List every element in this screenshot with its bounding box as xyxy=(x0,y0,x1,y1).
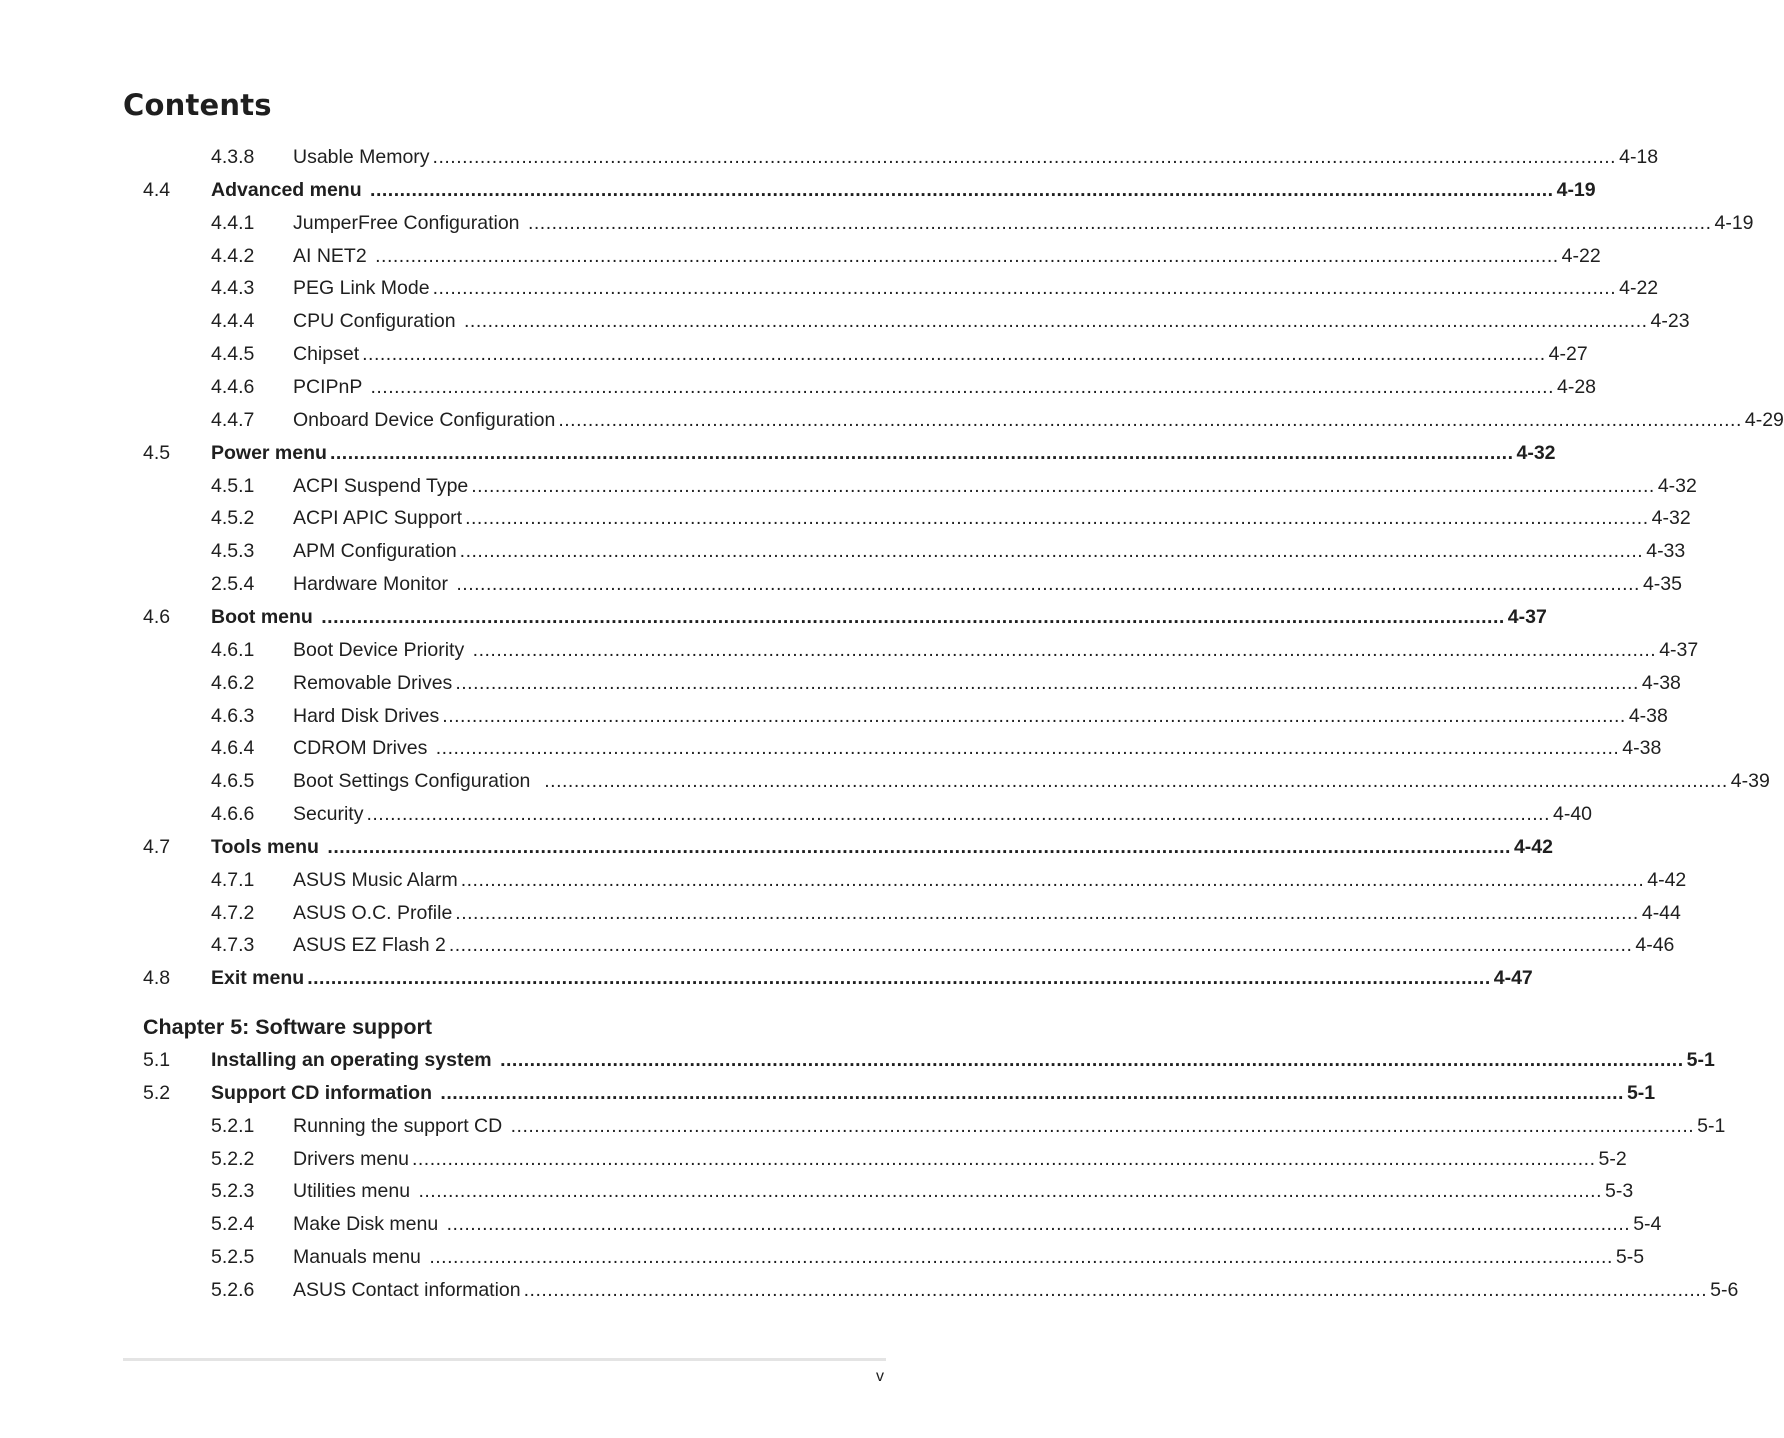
section-title: Advanced menu xyxy=(211,178,368,201)
page-ref: 4-18 xyxy=(1619,146,1659,168)
entry-text xyxy=(211,441,1556,464)
dot-leader: ........................................................................................................................................................................................................ xyxy=(370,178,1554,201)
page-ref: 5-4 xyxy=(1633,1213,1662,1236)
toc-entry[interactable] xyxy=(0,244,1601,278)
page-ref: 4-22 xyxy=(1619,277,1659,300)
dot-leader: ........................................................................................................................................................................................................ xyxy=(321,605,1505,628)
entry-text xyxy=(293,1147,1627,1170)
entry-text xyxy=(293,1180,1634,1203)
section-number: 4.7.1 xyxy=(211,868,255,891)
page-ref: 5-6 xyxy=(1710,1278,1739,1301)
section-number: 4.7.2 xyxy=(211,901,255,924)
page-ref: 4-47 xyxy=(1493,967,1533,990)
page-ref: 4-32 xyxy=(1651,507,1691,530)
toc-entry[interactable] xyxy=(0,671,1681,705)
entry-text xyxy=(293,310,1690,333)
page-ref: 4-37 xyxy=(1659,638,1699,661)
entry-text xyxy=(293,1114,1726,1137)
section-number: 4.5 xyxy=(143,441,171,464)
page-number: v xyxy=(876,1368,884,1385)
toc-entry[interactable] xyxy=(0,507,1691,540)
toc-entry[interactable] xyxy=(0,901,1681,935)
section-title: CPU Configuration xyxy=(293,310,461,333)
dot-leader: ........................................................................................................................................................................................................ xyxy=(448,934,1633,957)
dot-leader: ........................................................................................................................................................................................................ xyxy=(411,1147,1596,1170)
section-title: Boot Device Priority xyxy=(293,638,470,661)
toc-entry[interactable] xyxy=(0,638,1699,672)
section-number: 5.2.5 xyxy=(211,1246,255,1268)
toc-entry[interactable] xyxy=(0,737,1662,770)
page-ref: 4-42 xyxy=(1513,835,1553,858)
page-ref: 4-29 xyxy=(1744,408,1784,431)
entry-text xyxy=(293,277,1659,300)
section-title: ASUS O.C. Profile xyxy=(293,901,453,924)
section-number: 5.2.1 xyxy=(211,1114,255,1137)
toc-entry[interactable] xyxy=(0,803,1593,836)
page-ref: 4-23 xyxy=(1650,310,1690,333)
section-title: ACPI Suspend Type xyxy=(293,474,469,497)
page-ref: 4-32 xyxy=(1657,474,1697,497)
page-ref: 4-19 xyxy=(1556,178,1596,201)
dot-leader: ........................................................................................................................................................................................................ xyxy=(472,638,1657,661)
dot-leader: ........................................................................................................................................................................................................ xyxy=(500,1049,1684,1071)
entry-text xyxy=(293,573,1682,596)
entry-text xyxy=(293,638,1699,661)
section-title: Installing an operating system xyxy=(211,1049,498,1071)
page-ref: 4-38 xyxy=(1622,737,1662,760)
page-ref: 4-44 xyxy=(1641,901,1681,924)
section-number: 4.4.7 xyxy=(211,408,255,431)
entry-text xyxy=(211,835,1553,858)
section-title: Usable Memory xyxy=(293,146,430,168)
dot-leader: ........................................................................................................................................................................................................ xyxy=(440,1081,1624,1104)
section-number: 4.6.1 xyxy=(211,638,255,661)
dot-leader: ........................................................................................................................................................................................................ xyxy=(455,671,1639,694)
toc-entry[interactable] xyxy=(0,310,1690,343)
dot-leader: ........................................................................................................................................................................................................ xyxy=(435,737,1620,760)
page-ref: 4-33 xyxy=(1646,540,1686,563)
dot-leader: ........................................................................................................................................................................................................ xyxy=(465,507,1649,530)
entry-text xyxy=(211,1081,1656,1104)
toc-entry[interactable] xyxy=(0,441,1556,475)
toc-entry[interactable] xyxy=(0,1246,1645,1279)
dot-leader: ........................................................................................................................................................................................................ xyxy=(446,1213,1631,1236)
section-title: Removable Drives xyxy=(293,671,453,694)
page-ref: 5-1 xyxy=(1626,1081,1656,1104)
toc-entry[interactable] xyxy=(0,408,1784,442)
page-ref: 4-38 xyxy=(1628,704,1668,727)
section-number: 4.4.1 xyxy=(211,211,255,234)
page-ref: 4-22 xyxy=(1561,244,1601,267)
toc-entry[interactable] xyxy=(0,1114,1726,1148)
page-ref: 5-1 xyxy=(1697,1114,1726,1137)
toc-entry[interactable] xyxy=(0,704,1668,738)
toc-entry[interactable] xyxy=(0,1278,1739,1312)
dot-leader: ........................................................................................................................................................................................................ xyxy=(464,310,1648,333)
section-number: 4.6 xyxy=(143,605,171,628)
section-title: APM Configuration xyxy=(293,540,457,563)
section-title: Manuals menu xyxy=(293,1246,427,1268)
toc-entry[interactable] xyxy=(0,146,1659,179)
toc-entry[interactable] xyxy=(0,573,1682,606)
dot-leader: ........................................................................................................................................................................................................ xyxy=(455,901,1639,924)
section-number: 4.6.2 xyxy=(211,671,255,694)
section-title: Onboard Device Configuration xyxy=(293,408,556,431)
page-ref: 4-32 xyxy=(1516,441,1556,464)
section-title: ASUS Contact information xyxy=(293,1278,521,1301)
section-number: 4.3.8 xyxy=(211,146,255,168)
dot-leader: ........................................................................................................................................................................................................ xyxy=(460,868,1645,891)
section-title: Hardware Monitor xyxy=(293,573,454,596)
footer-divider xyxy=(123,1358,886,1361)
section-number: 4.4.2 xyxy=(211,244,255,267)
entry-text xyxy=(211,605,1547,628)
section-title: Support CD information xyxy=(211,1081,438,1104)
toc-entry[interactable] xyxy=(0,1180,1634,1213)
section-number: 4.5.3 xyxy=(211,540,255,563)
page-ref: 4-39 xyxy=(1730,770,1770,793)
dot-leader: ........................................................................................................................................................................................................ xyxy=(375,244,1559,267)
toc-entry[interactable] xyxy=(0,1049,1715,1082)
dot-leader: ........................................................................................................................................................................................................ xyxy=(366,803,1550,825)
toc-entry[interactable] xyxy=(0,967,1533,1000)
entry-text xyxy=(211,178,1596,201)
page-ref: 4-38 xyxy=(1641,671,1681,694)
dot-leader: ........................................................................................................................................................................................................ xyxy=(527,211,1712,234)
dot-leader: ........................................................................................................................................................................................................ xyxy=(327,835,1511,858)
section-number: 5.2.3 xyxy=(211,1180,255,1203)
entry-text xyxy=(293,737,1662,760)
toc-entry[interactable] xyxy=(0,211,1754,245)
entry-text xyxy=(293,868,1687,891)
dot-leader: ........................................................................................................................................................................................................ xyxy=(432,146,1617,168)
dot-leader: ........................................................................................................................................................................................................ xyxy=(459,540,1644,563)
dot-leader: ........................................................................................................................................................................................................ xyxy=(432,277,1617,300)
page-ref: 5-3 xyxy=(1605,1180,1634,1203)
entry-text xyxy=(293,343,1588,366)
entry-text xyxy=(293,146,1659,168)
toc-entry[interactable] xyxy=(0,1147,1627,1181)
page-ref: 4-35 xyxy=(1642,573,1682,596)
section-number: 5.2 xyxy=(143,1081,171,1104)
section-title: Exit menu xyxy=(211,967,305,990)
page-title: Contents xyxy=(123,88,272,122)
section-title: Running the support CD xyxy=(293,1114,508,1137)
section-number: 2.5.4 xyxy=(211,573,255,596)
toc-entry[interactable] xyxy=(0,1081,1656,1115)
dot-leader: ........................................................................................................................................................................................................ xyxy=(544,770,1728,793)
page-ref: 4-19 xyxy=(1714,211,1754,234)
section-title: Utilities menu xyxy=(293,1180,416,1203)
entry-text xyxy=(293,671,1681,694)
dot-leader: ........................................................................................................................................................................................................ xyxy=(307,967,1491,990)
page-ref: 4-40 xyxy=(1553,803,1593,825)
section-title: PCIPnP xyxy=(293,376,368,398)
section-title: Make Disk menu xyxy=(293,1213,444,1236)
section-title: Boot menu xyxy=(211,605,319,628)
section-title: AI NET2 xyxy=(293,244,373,267)
entry-text xyxy=(293,474,1697,497)
toc-entry[interactable] xyxy=(0,835,1553,869)
dot-leader: ........................................................................................................................................................................................................ xyxy=(329,441,1514,464)
section-number: 5.1 xyxy=(143,1049,171,1071)
dot-leader: ........................................................................................................................................................................................................ xyxy=(370,376,1554,398)
dot-leader: ........................................................................................................................................................................................................ xyxy=(418,1180,1603,1203)
entry-text xyxy=(293,244,1601,267)
page-ref: 4-46 xyxy=(1635,934,1675,957)
section-number: 4.6.5 xyxy=(211,770,255,793)
section-number: 5.2.6 xyxy=(211,1278,255,1301)
section-number: 4.5.2 xyxy=(211,507,255,530)
section-title: Chipset xyxy=(293,343,360,366)
section-title: ASUS EZ Flash 2 xyxy=(293,934,446,957)
section-number: 4.4.3 xyxy=(211,277,255,300)
dot-leader: ........................................................................................................................................................................................................ xyxy=(442,704,1626,727)
entry-text xyxy=(293,704,1668,727)
entry-text xyxy=(211,967,1533,990)
page-ref: 5-1 xyxy=(1686,1049,1715,1071)
section-number: 4.7.3 xyxy=(211,934,255,957)
page-ref: 5-5 xyxy=(1615,1246,1645,1268)
section-number: 4.5.1 xyxy=(211,474,255,497)
entry-text xyxy=(293,211,1754,234)
section-title: Power menu xyxy=(211,441,327,464)
section-number: 4.4 xyxy=(143,178,171,201)
page-ref: 4-37 xyxy=(1507,605,1547,628)
entry-text xyxy=(293,408,1784,431)
entry-text xyxy=(293,1278,1739,1301)
toc-entry[interactable] xyxy=(0,343,1588,376)
entry-text xyxy=(293,803,1593,825)
toc-entry[interactable] xyxy=(0,277,1659,310)
section-number: 4.4.4 xyxy=(211,310,255,333)
toc-entry[interactable] xyxy=(0,868,1687,902)
entry-text xyxy=(293,507,1691,530)
toc-entry[interactable] xyxy=(0,934,1675,967)
dot-leader: ........................................................................................................................................................................................................ xyxy=(456,573,1640,596)
section-title: Hard Disk Drives xyxy=(293,704,440,727)
entry-text xyxy=(211,1049,1715,1071)
section-title: Tools menu xyxy=(211,835,325,858)
entry-text xyxy=(293,1213,1662,1236)
section-number: 4.4.5 xyxy=(211,343,255,366)
toc-entry[interactable] xyxy=(0,770,1770,803)
section-title: Boot Settings Configuration xyxy=(293,770,542,793)
toc-entry[interactable] xyxy=(0,1213,1662,1246)
chapter-title: Chapter 5: Software support xyxy=(143,1015,433,1040)
section-title: ASUS Music Alarm xyxy=(293,868,458,891)
page-ref: 4-28 xyxy=(1556,376,1597,398)
entry-text xyxy=(293,770,1770,793)
toc-entry[interactable] xyxy=(0,376,1597,409)
dot-leader: ........................................................................................................................................................................................................ xyxy=(510,1114,1695,1137)
dot-leader: ........................................................................................................................................................................................................ xyxy=(471,474,1655,497)
toc-entry[interactable] xyxy=(0,178,1596,212)
chapter-heading xyxy=(0,1016,954,1049)
dot-leader: ........................................................................................................................................................................................................ xyxy=(523,1278,1708,1301)
section-number: 4.6.4 xyxy=(211,737,255,760)
section-number: 4.6.6 xyxy=(211,803,255,825)
section-number: 4.4.6 xyxy=(211,376,255,398)
section-number: 5.2.2 xyxy=(211,1147,255,1170)
section-title: CDROM Drives xyxy=(293,737,433,760)
page-ref: 4-27 xyxy=(1548,343,1588,366)
entry-text xyxy=(293,934,1675,957)
dot-leader: ........................................................................................................................................................................................................ xyxy=(558,408,1742,431)
section-title: Drivers menu xyxy=(293,1147,409,1170)
toc-entry[interactable] xyxy=(0,474,1697,508)
section-title: ACPI APIC Support xyxy=(293,507,463,530)
entry-text xyxy=(293,1246,1645,1268)
toc-entry[interactable] xyxy=(0,540,1686,573)
section-number: 5.2.4 xyxy=(211,1213,255,1236)
entry-text xyxy=(293,376,1597,398)
section-number: 4.6.3 xyxy=(211,704,255,727)
entry-text xyxy=(293,901,1681,924)
section-number: 4.7 xyxy=(143,835,171,858)
section-title: Security xyxy=(293,803,364,825)
section-title: JumperFree Configuration xyxy=(293,211,525,234)
toc-entry[interactable] xyxy=(0,605,1547,639)
dot-leader: ........................................................................................................................................................................................................ xyxy=(429,1246,1613,1268)
dot-leader: ........................................................................................................................................................................................................ xyxy=(362,343,1546,366)
section-number: 4.8 xyxy=(143,967,171,990)
page-ref: 5-2 xyxy=(1598,1147,1627,1170)
section-title: PEG Link Mode xyxy=(293,277,430,300)
entry-text xyxy=(293,540,1686,563)
page-ref: 4-42 xyxy=(1647,868,1687,891)
